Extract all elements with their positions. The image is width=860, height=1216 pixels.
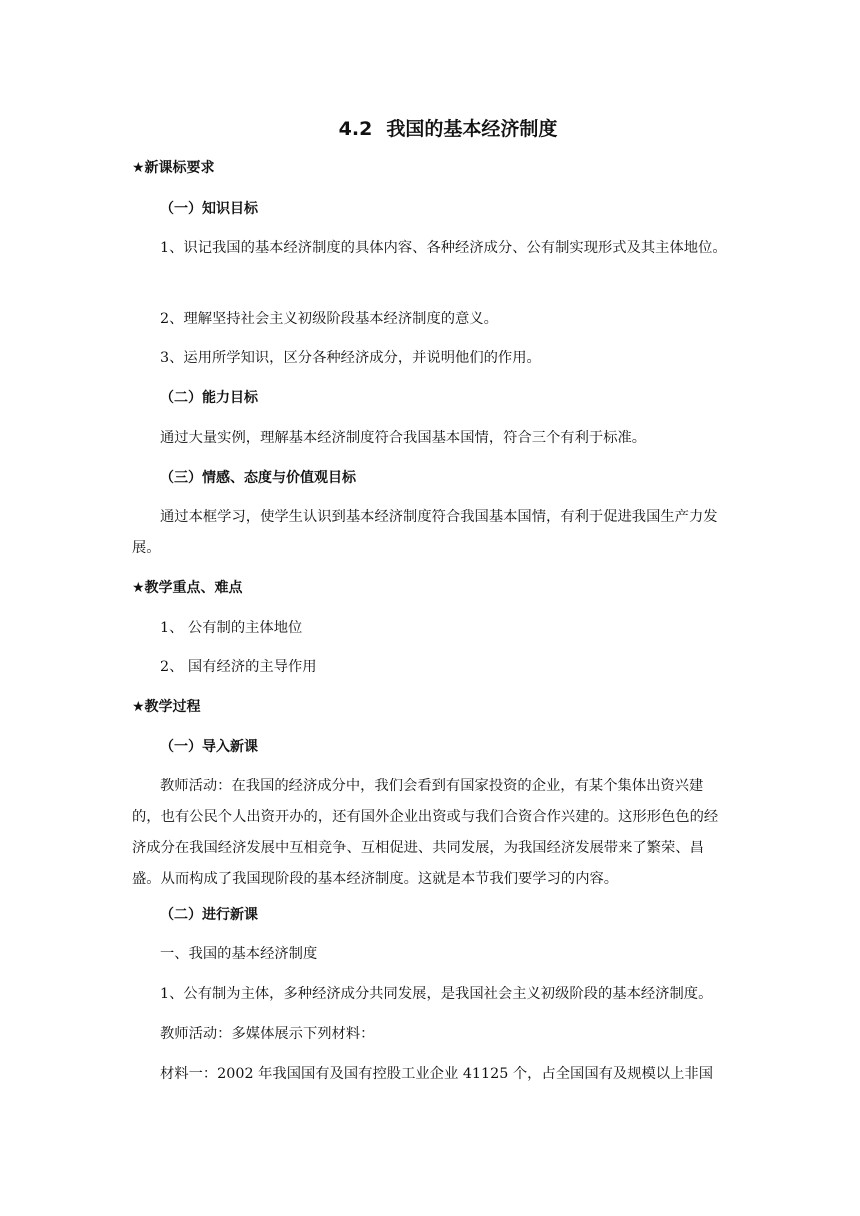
section-number: 4.2	[338, 118, 373, 140]
page-title	[0, 114, 860, 141]
subheading-emotion-goals: （三）情感、态度与价值观目标	[160, 470, 356, 486]
key-point-2: 2、 国有经济的主导作用	[160, 659, 317, 675]
heading-curriculum-requirements: ★新课标要求	[132, 160, 215, 176]
paragraph-material-1: 材料一：2002 年我国国有及国有控股工业企业 41125 个，占全国国有及规模以上非国	[160, 1066, 713, 1082]
subheading-new-lesson: （二）进行新课	[160, 907, 258, 923]
paragraph-knowledge-3: 3、运用所学知识，区分各种经济成分，并说明他们的作用。	[160, 350, 541, 366]
subheading-ability-goals: （二）能力目标	[160, 390, 258, 406]
paragraph-knowledge-2: 2、理解坚持社会主义初级阶段基本经济制度的意义。	[160, 311, 498, 327]
heading-key-points: ★教学重点、难点	[132, 580, 243, 596]
paragraph-knowledge-1: 1、识记我国的基本经济制度的具体内容、各种经济成分、公有制实现形式及其主体地位。	[160, 240, 727, 256]
paragraph-emotion: 通过本框学习，使学生认识到基本经济制度符合我国基本国情，有利于促进我国生产力发展。	[132, 509, 718, 556]
title-text: 我国的基本经济制度	[386, 118, 558, 140]
subheading-introduction: （一）导入新课	[160, 739, 258, 755]
paragraph-ability: 通过大量实例，理解基本经济制度符合我国基本国情，符合三个有利于标准。	[160, 430, 647, 446]
paragraph-lesson-1: 1、公有制为主体，多种经济成分共同发展，是我国社会主义初级阶段的基本经济制度。	[160, 986, 713, 1002]
key-point-1: 1、 公有制的主体地位	[160, 620, 303, 636]
paragraph-teacher-activity: 教师活动：多媒体展示下列材料：	[160, 1026, 375, 1042]
heading-teaching-process: ★教学过程	[132, 699, 201, 715]
paragraph-introduction: 教师活动：在我国的经济成分中，我们会看到有国家投资的企业，有某个集体出资兴建的，也有公民个人出资开办的，还有国外企业出资或与我们合资合作兴建的。这形形色色的经济成分在我国经济发展中互相竞争、互相促进、共同发展，为我国经济发展带来了繁荣、昌盛。从而构成了我国现阶段的基本经济制度。这就是本节我们要学习的内容。	[132, 778, 719, 887]
subheading-knowledge-goals: （一）知识目标	[160, 201, 258, 217]
paragraph-lesson-heading: 一、我国的基本经济制度	[160, 946, 318, 962]
